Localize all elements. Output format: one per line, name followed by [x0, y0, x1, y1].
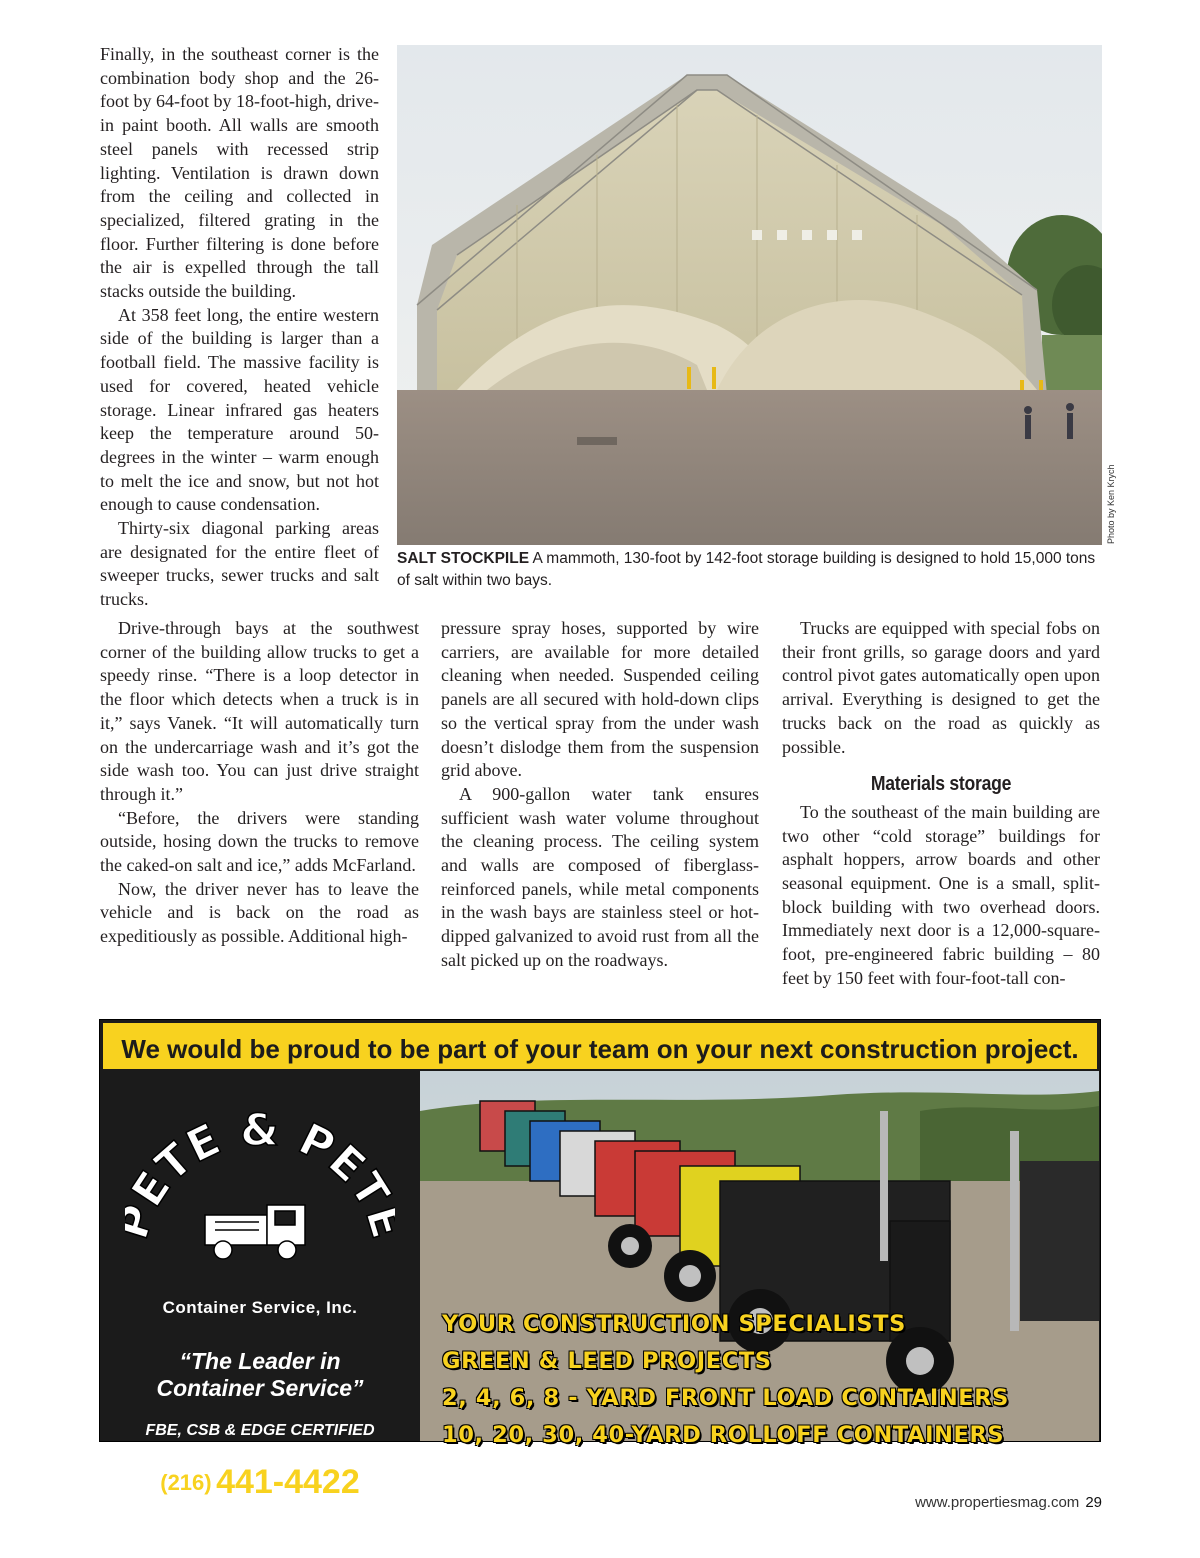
- ad-service-list: [442, 1306, 1082, 1454]
- paragraph: To the southeast of the main building are two other “cold storage” buildings for asphalt hoppers, arrow boards and other seasonal equipment. One is a small, split-block building with two overhead doors. Immediately next door is a 12,000-square-foot, pre-engineered fabric building – 80 feet by 150 feet with four-foot-tall con-: [782, 801, 1100, 988]
- paragraph: A 900-gallon water tank ensures sufficient wash water volume throughout the cleaning process. The ceiling system and walls are composed of fiberglass-reinforced panels, while metal components in the wash bays are stainless steel or hot-dipped galvanized to avoid rust from all the salt picked up on the roadways.: [441, 783, 759, 970]
- ad-company-panel: [100, 1070, 420, 1531]
- section-subhead: Materials storage: [870, 773, 1012, 796]
- page-footer: [880, 1494, 1102, 1511]
- paragraph: Thirty-six diagonal parking areas are designated for the entire fleet of sweeper trucks, sewer trucks and salt trucks.: [100, 518, 379, 610]
- ad-line: GREEN & LEED PROJECTS: [442, 1348, 772, 1374]
- paragraph: At 358 feet long, the entire western side of the building is larger than a football field. The massive facility is used for covered, heated vehicle storage. Linear infrared gas heaters keep the temperature around 50-degrees in the winter – warm enough to melt the ice and snow, but not hot enough to cause condensation.: [100, 304, 379, 515]
- ad-line: 10, 20, 30, 40-YARD ROLLOFF CONTAINERS: [442, 1422, 1005, 1448]
- paragraph: Drive-through bays at the southwest corner of the building allow trucks to get a speedy rinse. “There is a loop detector in the floor which detects when a truck is in it,” says Vanek. “It will automatically turn on the undercarriage wash and it’s got the side wash too. You can just drive straight through it.”: [100, 618, 419, 804]
- article-column-3: [782, 617, 1100, 991]
- certifications: FBE, CSB & EDGE CERTIFIED: [145, 1422, 375, 1439]
- phone-number[interactable]: (216) 441-4422: [160, 1463, 360, 1501]
- company-name: Container Service, Inc.: [162, 1298, 358, 1317]
- ad-line: 2, 4, 6, 8 - YARD FRONT LOAD CONTAINERS: [442, 1385, 1009, 1411]
- footer-website[interactable]: www.propertiesmag.com: [915, 1494, 1080, 1511]
- company-website-link[interactable]: WWW.PETEANDPETEINC.COM: [145, 1514, 375, 1531]
- article-column-1-upper: [100, 43, 379, 612]
- article-column-2: [441, 617, 759, 973]
- caption-text: A mammoth, 130-foot by 142-foot storage building is designed to hold 15,000 tons of salt within two bays.: [397, 550, 1096, 589]
- paragraph: Now, the driver never has to leave the vehicle and is back on the road as expeditiously as possible. Additional high-: [100, 878, 419, 947]
- page-number: 29: [1085, 1494, 1102, 1511]
- paragraph: Trucks are equipped with special fobs on their front grills, so garage doors and yard control pivot gates automatically open upon arrival. Everything is designed to get the trucks back on the road as quickly as possible.: [782, 618, 1100, 757]
- article-column-1-lower: [100, 617, 419, 949]
- salt-stockpile-photo: [397, 45, 1102, 545]
- photo-caption: [397, 548, 1107, 592]
- truck-icon: [205, 1205, 305, 1259]
- ad-slogan: “The Leader in Container Service”: [156, 1348, 364, 1401]
- paragraph: pressure spray hoses, supported by wire carriers, are available for more detailed cleaning when needed. Suspended ceiling panels are all secured with hold-down clips so the vertical spray from the under wash doesn’t dislodge them from the suspension grid above.: [441, 618, 759, 781]
- paragraph: Finally, in the southeast corner is the combination body shop and the 26-foot by 64-foot by 18-foot-high, drive-in paint booth. All walls are smooth steel panels with recessed strip lighting. Ventilation is drawn down from the ceiling and collected in specialized, filtered grating in the floor. Further filtering is done before the air is expelled through the tall stacks outside the building.: [100, 44, 379, 302]
- photo-credit: Photo by Ken Krych: [1106, 464, 1116, 544]
- company-logo: [125, 1110, 395, 1280]
- ad-banner: We would be proud to be part of your team on your next construction project.: [103, 1023, 1097, 1069]
- caption-label: SALT STOCKPILE: [397, 550, 530, 567]
- ad-line: YOUR CONSTRUCTION SPECIALISTS: [442, 1311, 906, 1337]
- logo-text: ETE & PET: [125, 1110, 395, 1218]
- paragraph: “Before, the drivers were standing outside, hosing down the trucks to remove the caked-on salt and ice,” adds McFarland.: [100, 807, 419, 876]
